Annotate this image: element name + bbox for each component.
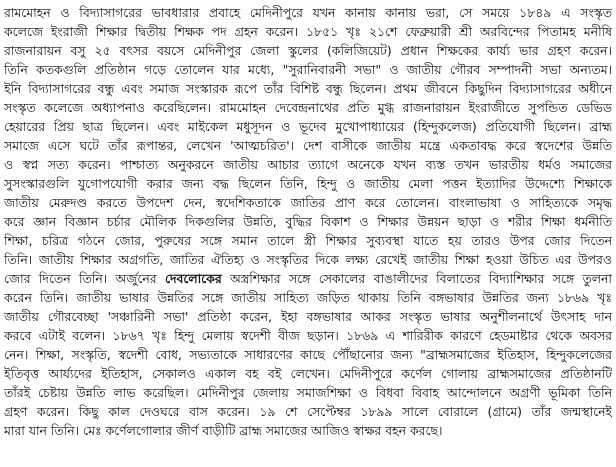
paragraph-line: রামমোহন ও বিদ্যাসাগরের ভাবধারার প্রবাহে মেদিনীপুরে যখন কানায় কানায় ভরা, সে সময়ে ১৮৪৯ এ সংস্কৃত <box>4 5 612 20</box>
paragraph-line: ও স্বপ্ন সত্য করেন। পাশ্চাত্য অনুকরনে জাতীয় আচার ত্যাগে অনেকে যখন ব্যস্ত তখন ভারতীয় ধর্মও সমাজের <box>4 157 612 172</box>
paragraph-line: জাতীয় মেরুদণ্ড করতে উপদেশ দেন, স্বদেশিকতাকে জাতির প্রাণ করে তোলেন। বাংলাভাষা ও সাহিত্যকে সমৃদ্ধ <box>4 195 612 210</box>
paragraph-line: তাঁরই চেষ্টায় উন্নতি লাভ করেছিল। মেদিনীপুর জেলায় সমাজশিক্ষা ও বিধবা বিবাহ আন্দোলনে অগ্রণী ভূমিকা তিনি <box>4 385 612 400</box>
paragraph-line: রাজনারায়ন বসু ২৫ বৎসর বয়সে মেদিনীপুর জেলা স্কুলের (কলিজিয়েট) প্রধান শিক্ষকের কার্য্য ভার গ্রহণ করেন। <box>4 43 612 58</box>
paragraph-line: কলেজে ইংরাজী শিক্ষার দ্বিতীয় শিক্ষক পদ গ্রহন করেন। ১৮৫১ খৃঃ ২১শে ফেব্রুয়ারী শ্রী অরবিন্দের পিতামহ মনীষি <box>4 24 612 39</box>
paragraph-line: করবে এটাই বলেন। ১৮৬৭ খৃঃ হিন্দু মেলায় স্বদেশী বীজ ছড়ান। ১৮৬৯ এ শারিরীক কারণে হেডমাষ্টার থেকে অবসর <box>4 328 612 343</box>
paragraph-line-with-emphasis: জোর দিতেন তিনি। অর্জুনের দেবলোকের অস্ত্রশিক্ষার সঙ্গে সেকালের বাঙালীদের বিলাতের বিদ্যাশিক্ষার সঙ্গে তুলনা <box>4 271 612 286</box>
paragraph-line: সুসংস্কারগুলি যুগোপযোগী করার জন্য বদ্ধ ছিলেন তিনি, হিন্দু ও জাতীয় মেলা পত্তন ইত্যাদির উদ্দেশ্যে শিক্ষাকে <box>4 176 612 191</box>
paragraph-line: ইতিবৃত্ত আর্য্যদের ইতিহাস, সেকালও একাল বহ বই লেখেন। মেদিনীপুরে কর্ণেল গোলায় ব্রাহ্মসমাজের প্রতিষ্ঠানটি <box>4 366 612 381</box>
paragraph-line: করে জ্ঞান বিজ্ঞান চর্চার মৌলিক দিকগুলির উন্নতি, বুদ্ধির বিকাশ ও শিক্ষার উন্নয়ন ছাড়া ও শরীর শিক্ষা ধর্মনীতি <box>4 214 612 229</box>
emphasized-word: দেবলোকের <box>164 271 222 286</box>
paragraph-line: তিনি কতকগুলি প্রতিষ্ঠান গড়ে তোলেন যার মধ্যে, "সুরানিবারনী সভা" ও জাতীয় গৌরব সম্পাদনী সভা অন্যতম। <box>4 62 612 77</box>
paragraph-line: গ্রহণ করেন। কিছু কাল দেওঘরে বাস করেন। ১৯ শে সেপ্টেম্বর ১৮৯৯ সালে বোরালে (গ্রামে) তাঁর জন্মস্থানেই <box>4 404 612 419</box>
paragraph-line: নেন। শিক্ষা, সংস্কৃতি, স্বদেশী বোধ, সভ্যতাকে সাধারণের কাছে পৌঁছানোর জন্য "ব্রাহ্মসমাজের ইতিহাস, হিন্দুকলেজের <box>4 347 612 362</box>
paragraph-line: সমাজে এসে ঘটে তাঁর রূপান্তর, লেখেন 'আত্মচরিত'। দেশ বাসীকে জাতীয় মন্ত্রে একতাবদ্ধ করে স্বদেশের উন্নতি <box>4 138 612 153</box>
paragraph-line: জাতীয় গৌরবেচ্ছা 'সঞ্চারিনী সভা' প্রতিষ্ঠা করেন, ইহা বঙ্গভাষার আকর সংস্কৃত ভাষার অনুশীলনার্থে উৎসাহ দান <box>4 309 612 324</box>
paragraph-line: করেন তিনি। জাতীয় ভাষার উন্নতির সঙ্গে জাতীয় সাহিত্য জড়িত থাকায় তিনি বঙ্গভাষার উন্নতির জন্য ১৮৬৯ খৃঃ <box>4 290 612 305</box>
paragraph-line: হেয়ারের প্রিয় ছাত্র ছিলেন। এবং মাইকেল মধুসূদন ও ভূদেব মুখোপাধ্যায়ের (হিন্দুকলেজ) প্রতিযোগী ছিলেন। ব্রাহ্ম <box>4 119 612 134</box>
paragraph-line-last: মারা যান তিনি। মেঃ কর্ণেলগোলার জীর্ণ বাড়ীটি ব্রাহ্ম সমাজের আজিও স্বাক্ষর বহন করছে। <box>4 423 443 438</box>
paragraph-line: তিনি। জাতীয় শিক্ষার অগ্রগতি, জাতির ঐতিহ্য ও সংস্কৃতির দিকে লক্ষ্য রেখেই জাতীয় শিক্ষা হওয়া উচিত এর উপরও <box>4 252 612 267</box>
paragraph-line: সংস্কৃত কলেজে অধ্যাপনাও করেছিলেন। রামমোহন দেবেন্দ্রনাথের প্রতি মুগ্ধ রাজনারায়ন ইংরাজীতে সুপন্ডিত ডেভিড <box>4 100 612 115</box>
paragraph-line: শিক্ষা, চরিত্র গঠনে জোর, পুরুষের সঙ্গে সমান তালে স্ত্রী শিক্ষার সুব্যবস্থা যাতে হয় তারও উপর জোর দিতেন <box>4 233 612 248</box>
paragraph-line: ইনি বিদ্যাসাগরের বন্ধু এবং সমাজ সংস্কারক রূপে তাঁর বিশিষ্ট বন্ধু ছিলেন। প্রথম জীবনে কিছুদিন বিদ্যাসাগরের অধীনে <box>4 81 612 96</box>
